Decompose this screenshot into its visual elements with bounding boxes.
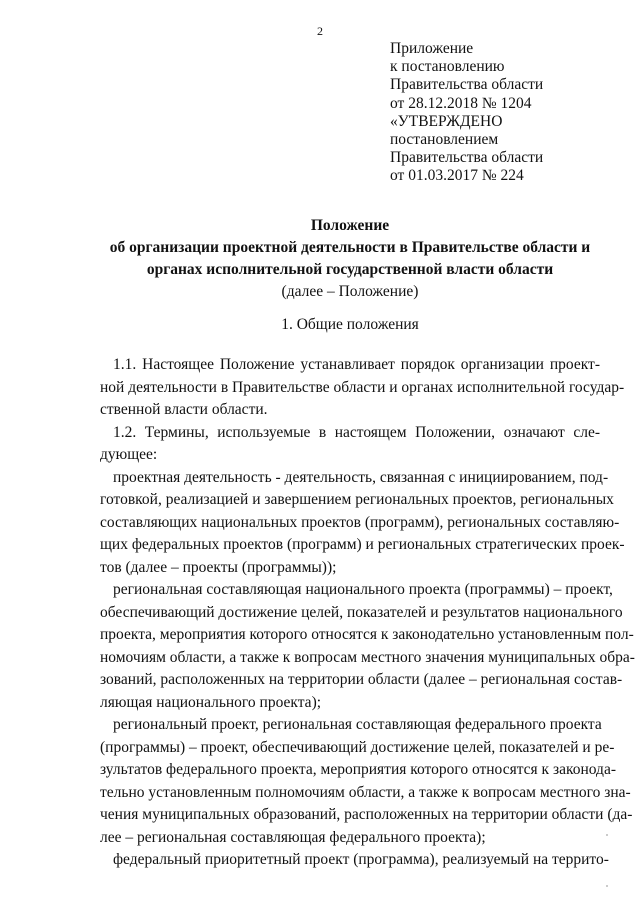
appendix-line: Приложение	[390, 40, 474, 57]
scan-speck	[606, 885, 608, 887]
text-line: 1.2. Термины, используемые в настоящем Положении, означают сле-	[113, 423, 600, 441]
page-number: 2	[317, 24, 323, 38]
text-line: федеральный приоритетный проект (программа), реализуемый на террито-	[113, 851, 609, 868]
text-line: проекта, мероприятия которого относятся к законодательно установленным пол-	[100, 626, 634, 643]
appendix-stamp	[390, 40, 543, 186]
text-line: ственной власти области.	[100, 401, 268, 418]
text-line: щих федеральных проектов (программ) и региональных стратегических проек-	[100, 536, 625, 553]
text-line: тов (далее – проекты (программы));	[100, 558, 337, 576]
text-line: 1.1. Настоящее Положение устанавливает порядок организации проект-	[113, 356, 600, 373]
title-subline: (далее – Положение)	[281, 283, 419, 300]
text-line: (программы) – проект, обеспечивающий достижение целей, показателей и ре-	[100, 738, 615, 756]
scan-speck	[606, 834, 608, 836]
text-line: чения муниципальных образований, расположенных на территории области (да-	[100, 806, 633, 823]
section-heading: 1. Общие положения	[281, 316, 419, 333]
appendix-line: от 28.12.2018 № 1204	[390, 94, 532, 112]
text-line: номочиям области, а также к вопросам местного значения муниципальных обра-	[100, 648, 635, 666]
appendix-line: «УТВЕРЖДЕНО	[390, 112, 503, 130]
text-line: обеспечивающий достижение целей, показателей и результатов национального	[100, 603, 623, 621]
appendix-line: от 01.03.2017 № 224	[390, 167, 524, 185]
text-line: тельно установленным полномочиям области, а также к вопросам местного зна-	[100, 783, 631, 801]
text-line: зований, расположенных на территории области (далее – региональная состав-	[100, 671, 623, 688]
text-line: региональный проект, региональная составляющая федерального проекта	[113, 716, 602, 733]
appendix-line: к постановлению	[390, 58, 505, 76]
title-line: об организации проектной деятельности в Правительстве области и	[109, 239, 591, 256]
title-line: органах исполнительной государственной власти области	[146, 261, 554, 278]
text-line: дующее:	[100, 446, 158, 463]
text-line: лее – региональная составляющая федерального проекта);	[100, 828, 486, 846]
text-line: региональная составляющая национального проекта (программы) – проект,	[113, 581, 613, 598]
text-line: проектная деятельность - деятельность, связанная с инициированием, под-	[113, 468, 609, 486]
text-line: ной деятельности в Правительстве области и органах исполнительной государ-	[100, 378, 625, 396]
document-title	[100, 215, 600, 303]
appendix-line: Правительства области	[390, 76, 544, 94]
appendix-line: Правительства области	[390, 149, 544, 167]
text-line: готовкой, реализацией и завершением региональных проектов, региональных	[100, 491, 614, 508]
text-line: составляющих национальных проектов (программ), региональных составляю-	[100, 513, 620, 531]
text-line: зультатов федерального проекта, мероприятия которого относятся к законода-	[100, 761, 616, 778]
appendix-line: постановлением	[390, 131, 499, 149]
text-line: ляющая национального проекта);	[100, 693, 322, 711]
body-text	[100, 354, 635, 872]
title-line: Положение	[310, 217, 390, 234]
